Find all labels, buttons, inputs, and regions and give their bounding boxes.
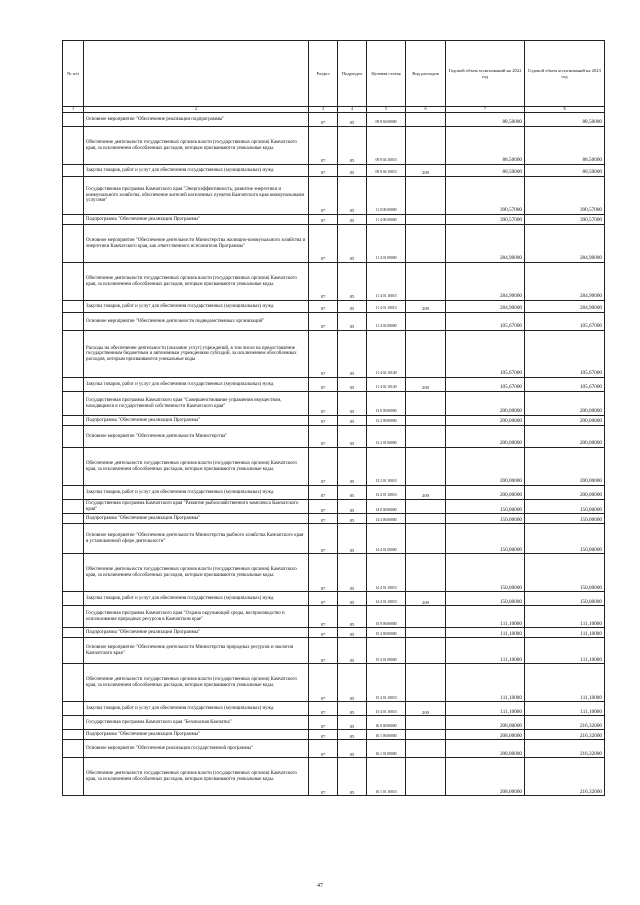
num-cell [63,592,84,606]
table-row [63,606,605,628]
table-row [63,448,605,486]
row-section: 07 [309,177,338,215]
row-amount-2023: 200,00000 [525,448,605,486]
num-cell [63,313,84,331]
row-name: Подпрограмма "Обеспечение реализации Программы" [84,730,309,740]
row-expense-kind [406,730,446,740]
row-section: 07 [309,378,338,392]
num-cell [63,225,84,263]
row-amount-2023: 150,00000 [525,592,605,606]
row-name: Закупка товаров, работ и услуг для обеспечения государственных (муниципальных) нужд [84,301,309,313]
table-row [63,263,605,301]
column-number: 1 [63,107,84,113]
row-expense-kind [406,524,446,554]
row-expense-kind [406,664,446,702]
row-amount-2023: 150,00000 [525,514,605,524]
row-amount-2022: 105,67000 [446,331,525,378]
row-name: Основное мероприятие "Обеспечение деятельности Министерства" [84,426,309,448]
num-cell [63,758,84,796]
row-name: Подпрограмма "Обеспечение реализации Программы" [84,628,309,638]
row-name: Основное мероприятие "Обеспечение деятельности Министерства природных ресурсов и экологии Камчатского края" [84,638,309,664]
row-subsection: 05 [338,416,367,426]
row-name: Обеспечение деятельности государственных органов власти (государственных органов) Камчатского края, за исключением обособленных расходов, которым присваиваются уникальные коды. [84,554,309,592]
table-row [63,301,605,313]
row-target-article: 14 4 01 00000 [367,524,406,554]
row-subsection: 05 [338,301,367,313]
row-expense-kind: 200 [406,592,446,606]
num-cell [63,331,84,378]
row-subsection: 05 [338,702,367,716]
row-amount-2023: 216,32000 [525,730,605,740]
row-expense-kind [406,606,446,628]
row-expense-kind: 200 [406,301,446,313]
table-row [63,730,605,740]
row-section: 07 [309,730,338,740]
row-target-article: 13 2 01 10010 [367,448,406,486]
row-expense-kind [406,716,446,730]
table-row [63,331,605,378]
col-header-2022: Годовой объем ассигнований на 2022 год [446,41,525,107]
row-amount-2023: 105,67000 [525,378,605,392]
row-target-article: 09 8 04 10010 [367,165,406,177]
row-name: Основное мероприятие "Обеспечение деятельности Министерства рыбного хозяйства Камчатского края в установленной сфере деятельности" [84,524,309,554]
row-amount-2023: 200,00000 [525,416,605,426]
row-section: 07 [309,606,338,628]
num-cell [63,301,84,313]
row-name: Государственная программа Камчатского края "Охрана окружающей среды, воспроизводство и использование природных ресурсов в Камчатском крае" [84,606,309,628]
row-subsection: 05 [338,554,367,592]
col-header-section: Раздел [309,41,338,107]
row-target-article: 13 2 01 10010 [367,486,406,500]
row-section: 07 [309,524,338,554]
row-subsection: 05 [338,378,367,392]
row-target-article: 16 1 01 00000 [367,740,406,758]
row-subsection: 05 [338,500,367,514]
num-cell [63,165,84,177]
table-row [63,500,605,514]
row-section: 07 [309,215,338,225]
row-expense-kind: 200 [406,702,446,716]
row-section: 07 [309,225,338,263]
row-amount-2022: 111,10000 [446,664,525,702]
row-amount-2022: 88,50000 [446,165,525,177]
row-subsection: 05 [338,524,367,554]
table-row [63,165,605,177]
row-name: Подпрограмма "Обеспечение реализации Программы" [84,215,309,225]
row-amount-2022: 390,57000 [446,177,525,215]
num-cell [63,500,84,514]
row-amount-2023: 390,57000 [525,177,605,215]
row-amount-2023: 200,00000 [525,392,605,416]
row-expense-kind [406,500,446,514]
table-row [63,127,605,165]
row-expense-kind [406,628,446,638]
row-amount-2022: 105,67000 [446,313,525,331]
row-expense-kind [406,331,446,378]
row-subsection: 05 [338,313,367,331]
row-name: Подпрограмма "Обеспечение реализации Программы" [84,514,309,524]
row-name: Государственная программа Камчатского края "Развитие рыбохозяйственного комплекса Камчатского края" [84,500,309,514]
row-amount-2023: 105,67000 [525,331,605,378]
row-target-article: 11 4 02 10140 [367,331,406,378]
row-subsection: 05 [338,514,367,524]
table-row [63,702,605,716]
row-expense-kind [406,113,446,127]
row-amount-2022: 208,00000 [446,758,525,796]
row-name: Государственная программа Камчатского края "Энергоэффективность, развитие энергетики и коммунального хозяйства, обеспечение жителей населенных пунктов Камчатского края коммунальными услугами" [84,177,309,215]
row-target-article: 16 0 00 00000 [367,716,406,730]
row-amount-2023: 390,57000 [525,215,605,225]
row-section: 07 [309,313,338,331]
row-subsection: 05 [338,225,367,263]
row-target-article: 09 8 04 00000 [367,113,406,127]
row-target-article: 11 4 00 00000 [367,215,406,225]
col-header-subsection: Подраздел [338,41,367,107]
table-row [63,426,605,448]
row-section: 07 [309,716,338,730]
row-amount-2023: 150,00000 [525,524,605,554]
row-target-article: 11 4 01 00000 [367,225,406,263]
row-target-article: 16 1 00 00000 [367,730,406,740]
num-cell [63,426,84,448]
row-subsection: 05 [338,606,367,628]
row-expense-kind [406,448,446,486]
row-amount-2023: 111,10000 [525,628,605,638]
num-cell [63,486,84,500]
row-target-article: 11 4 01 10010 [367,263,406,301]
row-expense-kind [406,554,446,592]
row-section: 07 [309,416,338,426]
row-section: 07 [309,263,338,301]
row-target-article: 11 4 02 00000 [367,313,406,331]
table-row [63,313,605,331]
table-row [63,628,605,638]
budget-table [62,40,605,796]
row-name: Обеспечение деятельности государственных органов власти (государственных органов) Камчатского края, за исключением обособленных расходов, которым присваиваются уникальные коды. [84,664,309,702]
row-section: 07 [309,426,338,448]
row-amount-2022: 284,90000 [446,225,525,263]
row-amount-2022: 150,00000 [446,554,525,592]
row-amount-2022: 105,67000 [446,378,525,392]
row-section: 07 [309,448,338,486]
column-number: 8 [525,107,605,113]
num-cell [63,127,84,165]
row-amount-2023: 216,32000 [525,740,605,758]
row-amount-2023: 111,10000 [525,638,605,664]
row-name: Закупка товаров, работ и услуг для обеспечения государственных (муниципальных) нужд [84,702,309,716]
row-target-article: 11 0 00 00000 [367,177,406,215]
row-name: Закупка товаров, работ и услуг для обеспечения государственных (муниципальных) нужд [84,378,309,392]
row-expense-kind [406,426,446,448]
row-name: Подпрограмма "Обеспечение реализации Программы" [84,416,309,426]
row-subsection: 05 [338,426,367,448]
row-name: Закупка товаров, работ и услуг для обеспечения государственных (муниципальных) нужд [84,486,309,500]
row-subsection: 05 [338,448,367,486]
row-name: Основное мероприятие "Обеспечение деятельности подведомственных организаций" [84,313,309,331]
num-cell [63,730,84,740]
row-subsection: 05 [338,638,367,664]
row-name: Обеспечение деятельности государственных органов власти (государственных органов) Камчатского края, за исключением обособленных расходов, которым присваиваются уникальные коды. [84,263,309,301]
num-cell [63,638,84,664]
num-cell [63,263,84,301]
row-amount-2022: 150,00000 [446,514,525,524]
row-subsection: 05 [338,215,367,225]
row-expense-kind: 200 [406,378,446,392]
row-expense-kind [406,392,446,416]
row-amount-2022: 111,10000 [446,638,525,664]
row-name: Обеспечение деятельности государственных органов власти (государственных органов) Камчатского края, за исключением обособленных расходов, которым присваиваются уникальные коды. [84,127,309,165]
row-subsection: 05 [338,165,367,177]
row-subsection: 05 [338,331,367,378]
col-header-number: № п/п [63,41,84,107]
table-row [63,392,605,416]
row-amount-2023: 284,90000 [525,301,605,313]
row-target-article: 15 4 01 10010 [367,702,406,716]
row-amount-2022: 150,00000 [446,524,525,554]
col-header-2023: Годовой объем ассигнований на 2023 год [525,41,605,107]
row-amount-2023: 150,00000 [525,554,605,592]
row-amount-2022: 390,57000 [446,215,525,225]
row-name: Основное мероприятие "Обеспечение реализации подпрограммы" [84,113,309,127]
row-amount-2023: 216,32000 [525,716,605,730]
table-row [63,524,605,554]
num-cell [63,416,84,426]
row-subsection: 05 [338,392,367,416]
row-section: 07 [309,664,338,702]
row-amount-2023: 111,10000 [525,702,605,716]
row-amount-2023: 150,00000 [525,500,605,514]
row-amount-2023: 88,50000 [525,165,605,177]
num-cell [63,215,84,225]
row-subsection: 05 [338,758,367,796]
row-target-article: 14 0 00 00000 [367,500,406,514]
table-row [63,486,605,500]
row-name: Обеспечение деятельности государственных органов власти (государственных органов) Камчатского края, за исключением обособленных расходов, которым присваиваются уникальные коды. [84,448,309,486]
column-number: 2 [84,107,309,113]
table-row [63,664,605,702]
table-row [63,514,605,524]
row-expense-kind [406,514,446,524]
row-section: 07 [309,740,338,758]
row-target-article: 14 4 01 10010 [367,592,406,606]
row-amount-2023: 284,90000 [525,263,605,301]
row-name: Расходы на обеспечение деятельности (оказание услуг) учреждений, в том числе на предоставление государственным бюджетным и автономным учреждениям субсидий, за исключением обособленных расходов, которым присваиваются уникальные коды [84,331,309,378]
row-name: Основное мероприятие "Обеспечение реализации государственной программы" [84,740,309,758]
row-target-article: 13 2 00 00000 [367,416,406,426]
row-expense-kind: 200 [406,165,446,177]
row-target-article: 15 0 00 00000 [367,606,406,628]
row-amount-2022: 200,00000 [446,486,525,500]
row-section: 07 [309,554,338,592]
row-expense-kind [406,127,446,165]
row-expense-kind [406,215,446,225]
num-cell [63,664,84,702]
row-name: Закупка товаров, работ и услуг для обеспечения государственных (муниципальных) нужд [84,592,309,606]
table-row [63,592,605,606]
row-amount-2022: 208,00000 [446,730,525,740]
row-target-article: 11 4 02 10140 [367,378,406,392]
column-number: 3 [309,107,338,113]
row-target-article: 15 4 01 10010 [367,664,406,702]
table-row [63,554,605,592]
column-number: 4 [338,107,367,113]
row-section: 07 [309,392,338,416]
row-section: 07 [309,702,338,716]
row-amount-2023: 216,32000 [525,758,605,796]
table-row [63,378,605,392]
row-subsection: 05 [338,177,367,215]
row-amount-2022: 88,50000 [446,113,525,127]
col-header-expense-kind: Вид расходов [406,41,446,107]
table-row [63,225,605,263]
table-row [63,113,605,127]
row-amount-2023: 284,90000 [525,225,605,263]
row-amount-2023: 111,10000 [525,606,605,628]
num-cell [63,702,84,716]
table-row [63,740,605,758]
row-name: Государственная программа Камчатского края "Безопасная Камчатка" [84,716,309,730]
row-section: 07 [309,500,338,514]
col-header-name: Наименование [84,41,309,107]
row-target-article: 13 2 01 00000 [367,426,406,448]
row-amount-2022: 88,50000 [446,127,525,165]
row-target-article: 15 4 01 00000 [367,638,406,664]
row-section: 07 [309,486,338,500]
row-section: 07 [309,301,338,313]
row-amount-2022: 200,00000 [446,416,525,426]
row-section: 07 [309,758,338,796]
num-cell [63,740,84,758]
row-amount-2022: 200,00000 [446,426,525,448]
row-amount-2022: 150,00000 [446,500,525,514]
page-number: 47 [317,883,323,889]
row-amount-2023: 105,67000 [525,313,605,331]
num-cell [63,514,84,524]
table-row [63,758,605,796]
header-row [63,41,605,107]
row-subsection: 05 [338,730,367,740]
row-subsection: 05 [338,716,367,730]
row-target-article: 11 4 01 10010 [367,301,406,313]
row-amount-2023: 88,50000 [525,127,605,165]
table-row [63,716,605,730]
row-name: Государственная программа Камчатского края "Совершенствование управления имуществом, находящимся в государственной собственности Камчатского края" [84,392,309,416]
row-target-article: 15 4 00 00000 [367,628,406,638]
row-section: 07 [309,592,338,606]
num-cell [63,378,84,392]
row-target-article: 14 4 01 10010 [367,554,406,592]
row-subsection: 05 [338,740,367,758]
row-section: 07 [309,165,338,177]
row-subsection: 05 [338,486,367,500]
table-body [63,113,605,796]
num-cell [63,554,84,592]
num-cell [63,113,84,127]
row-expense-kind [406,177,446,215]
row-subsection: 05 [338,263,367,301]
num-cell [63,628,84,638]
row-amount-2023: 88,50000 [525,113,605,127]
num-cell [63,392,84,416]
num-cell [63,524,84,554]
row-amount-2023: 111,10000 [525,664,605,702]
row-amount-2022: 284,90000 [446,263,525,301]
row-subsection: 05 [338,592,367,606]
row-section: 07 [309,514,338,524]
row-section: 07 [309,638,338,664]
row-subsection: 05 [338,664,367,702]
row-subsection: 05 [338,113,367,127]
row-subsection: 05 [338,127,367,165]
row-amount-2022: 200,00000 [446,448,525,486]
row-section: 07 [309,127,338,165]
row-amount-2022: 200,00000 [446,392,525,416]
row-name: Обеспечение деятельности государственных органов власти (государственных органов) Камчатского края, за исключением обособленных расходов, которым присваиваются уникальные коды. [84,758,309,796]
table-row [63,638,605,664]
row-name: Основное мероприятие "Обеспечение деятельности Министерства жилищно-коммунального хозяйства и энергетики Камчатского края, как ответственного исполнителя Программы" [84,225,309,263]
column-number: 7 [446,107,525,113]
row-expense-kind [406,416,446,426]
table-row [63,215,605,225]
row-amount-2022: 284,90000 [446,301,525,313]
row-expense-kind [406,638,446,664]
row-expense-kind [406,758,446,796]
num-cell [63,716,84,730]
row-expense-kind: 200 [406,486,446,500]
row-amount-2023: 200,00000 [525,486,605,500]
row-target-article: 14 4 00 00000 [367,514,406,524]
column-number: 5 [367,107,406,113]
row-target-article: 09 8 04 10010 [367,127,406,165]
num-cell [63,448,84,486]
row-amount-2022: 208,00000 [446,740,525,758]
column-number: 6 [406,107,446,113]
num-cell [63,606,84,628]
row-expense-kind [406,263,446,301]
num-cell [63,177,84,215]
row-section: 07 [309,113,338,127]
row-subsection: 05 [338,628,367,638]
row-amount-2022: 208,00000 [446,716,525,730]
table-row [63,177,605,215]
row-target-article: 16 1 01 10010 [367,758,406,796]
col-header-target-article: Целевая статья [367,41,406,107]
row-expense-kind [406,225,446,263]
row-amount-2022: 150,00000 [446,592,525,606]
row-amount-2022: 111,10000 [446,628,525,638]
row-section: 07 [309,628,338,638]
row-section: 07 [309,331,338,378]
row-amount-2022: 111,10000 [446,606,525,628]
row-name: Закупка товаров, работ и услуг для обеспечения государственных (муниципальных) нужд [84,165,309,177]
row-expense-kind [406,313,446,331]
row-amount-2023: 200,00000 [525,426,605,448]
row-amount-2022: 111,10000 [446,702,525,716]
table-row [63,416,605,426]
row-target-article: 13 0 00 00000 [367,392,406,416]
row-expense-kind [406,740,446,758]
